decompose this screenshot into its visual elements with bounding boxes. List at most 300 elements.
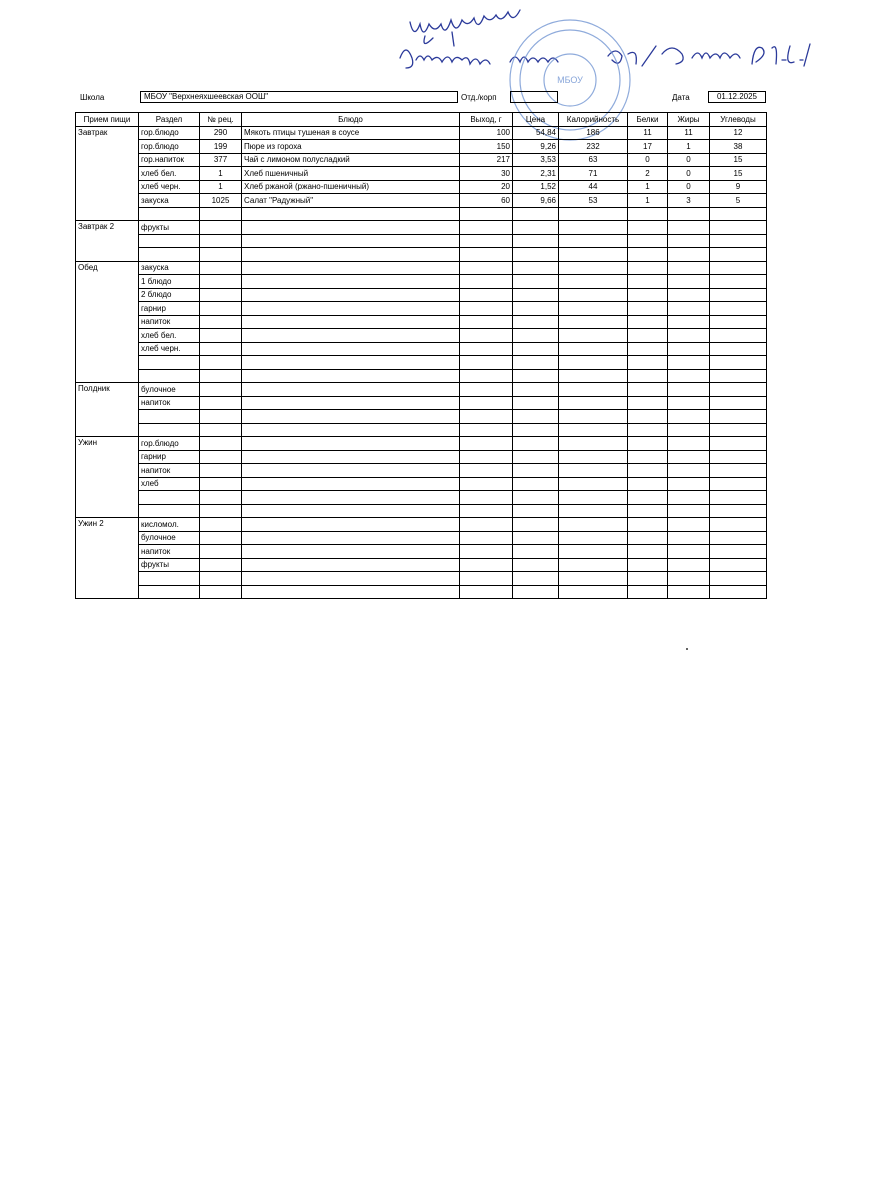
price-cell	[513, 329, 559, 343]
col-section: Раздел	[139, 113, 200, 127]
meal-cell: Полдник	[76, 383, 139, 437]
section-cell: хлеб бел.	[139, 167, 200, 181]
fat-cell: 11	[668, 126, 710, 140]
fat-cell: 1	[668, 140, 710, 154]
calories-cell	[559, 572, 628, 586]
carbs-cell	[710, 410, 767, 424]
fat-cell: 0	[668, 153, 710, 167]
section-cell: 1 блюдо	[139, 275, 200, 289]
table-row	[76, 558, 767, 572]
price-cell	[513, 531, 559, 545]
price-cell	[513, 275, 559, 289]
recipe-cell	[200, 491, 242, 505]
calories-cell	[559, 315, 628, 329]
dish-cell	[242, 315, 460, 329]
col-price: Цена	[513, 113, 559, 127]
fat-cell	[668, 207, 710, 221]
fat-cell	[668, 491, 710, 505]
dish-cell: Мякоть птицы тушеная в соусе	[242, 126, 460, 140]
protein-cell	[628, 207, 668, 221]
price-cell: 2,31	[513, 167, 559, 181]
section-cell: хлеб	[139, 477, 200, 491]
price-cell: 9,26	[513, 140, 559, 154]
calories-cell	[559, 302, 628, 316]
protein-cell	[628, 369, 668, 383]
section-cell: хлеб черн.	[139, 342, 200, 356]
price-cell	[513, 221, 559, 235]
carbs-cell	[710, 558, 767, 572]
recipe-cell	[200, 288, 242, 302]
protein-cell	[628, 383, 668, 397]
recipe-cell	[200, 437, 242, 451]
fat-cell	[668, 437, 710, 451]
recipe-cell	[200, 450, 242, 464]
section-cell	[139, 410, 200, 424]
price-cell	[513, 572, 559, 586]
meal-cell: Завтрак 2	[76, 221, 139, 262]
calories-cell	[559, 356, 628, 370]
protein-cell: 17	[628, 140, 668, 154]
col-carbs: Углеводы	[710, 113, 767, 127]
fat-cell	[668, 572, 710, 586]
table-row	[76, 248, 767, 262]
calories-cell	[559, 585, 628, 599]
carbs-cell: 15	[710, 153, 767, 167]
yield-cell	[460, 207, 513, 221]
price-cell	[513, 518, 559, 532]
protein-cell	[628, 288, 668, 302]
calories-cell: 186	[559, 126, 628, 140]
recipe-cell	[200, 531, 242, 545]
section-cell: кисломол.	[139, 518, 200, 532]
protein-cell	[628, 585, 668, 599]
carbs-cell	[710, 261, 767, 275]
yield-cell	[460, 410, 513, 424]
carbs-cell: 38	[710, 140, 767, 154]
yield-cell	[460, 531, 513, 545]
table-row	[76, 180, 767, 194]
dish-cell: Хлеб ржаной (ржано-пшеничный)	[242, 180, 460, 194]
fat-cell	[668, 234, 710, 248]
carbs-cell	[710, 275, 767, 289]
fat-cell	[668, 410, 710, 424]
school-name-field: МБОУ "Верхнеяхшеевская ООШ"	[140, 91, 458, 103]
recipe-cell	[200, 464, 242, 478]
table-row	[76, 369, 767, 383]
carbs-cell	[710, 248, 767, 262]
recipe-cell	[200, 545, 242, 559]
section-cell: булочное	[139, 383, 200, 397]
calories-cell: 232	[559, 140, 628, 154]
section-cell: гор.блюдо	[139, 140, 200, 154]
dish-cell	[242, 221, 460, 235]
price-cell	[513, 437, 559, 451]
dish-cell	[242, 234, 460, 248]
carbs-cell: 9	[710, 180, 767, 194]
recipe-cell: 199	[200, 140, 242, 154]
section-cell: напиток	[139, 315, 200, 329]
table-row	[76, 329, 767, 343]
protein-cell	[628, 275, 668, 289]
dish-cell	[242, 248, 460, 262]
dish-cell	[242, 585, 460, 599]
fat-cell	[668, 504, 710, 518]
calories-cell	[559, 450, 628, 464]
recipe-cell	[200, 329, 242, 343]
table-row	[76, 342, 767, 356]
dish-cell: Салат "Радужный"	[242, 194, 460, 208]
section-cell: закуска	[139, 194, 200, 208]
table-row	[76, 504, 767, 518]
recipe-cell	[200, 572, 242, 586]
recipe-cell	[200, 383, 242, 397]
section-cell: 2 блюдо	[139, 288, 200, 302]
carbs-cell	[710, 464, 767, 478]
fat-cell	[668, 464, 710, 478]
recipe-cell: 290	[200, 126, 242, 140]
table-row	[76, 477, 767, 491]
price-cell	[513, 315, 559, 329]
dish-cell	[242, 261, 460, 275]
price-cell	[513, 383, 559, 397]
protein-cell	[628, 477, 668, 491]
dish-cell: Пюре из гороха	[242, 140, 460, 154]
calories-cell	[559, 491, 628, 505]
table-row	[76, 275, 767, 289]
recipe-cell: 1025	[200, 194, 242, 208]
protein-cell	[628, 558, 668, 572]
scan-speck	[686, 648, 688, 650]
protein-cell	[628, 396, 668, 410]
price-cell	[513, 234, 559, 248]
yield-cell: 150	[460, 140, 513, 154]
fat-cell	[668, 275, 710, 289]
col-protein: Белки	[628, 113, 668, 127]
carbs-cell	[710, 477, 767, 491]
dish-cell: Чай с лимоном полусладкий	[242, 153, 460, 167]
calories-cell	[559, 464, 628, 478]
carbs-cell	[710, 396, 767, 410]
yield-cell	[460, 288, 513, 302]
protein-cell	[628, 464, 668, 478]
section-cell	[139, 504, 200, 518]
carbs-cell	[710, 450, 767, 464]
protein-cell: 0	[628, 153, 668, 167]
price-cell	[513, 342, 559, 356]
section-cell	[139, 369, 200, 383]
recipe-cell	[200, 369, 242, 383]
carbs-cell	[710, 518, 767, 532]
price-cell: 1,52	[513, 180, 559, 194]
carbs-cell: 15	[710, 167, 767, 181]
table-row	[76, 383, 767, 397]
table-row	[76, 126, 767, 140]
yield-cell	[460, 302, 513, 316]
dish-cell	[242, 410, 460, 424]
calories-cell	[559, 410, 628, 424]
meal-cell: Обед	[76, 261, 139, 383]
table-row	[76, 221, 767, 235]
calories-cell	[559, 234, 628, 248]
protein-cell	[628, 518, 668, 532]
protein-cell	[628, 437, 668, 451]
table-row	[76, 302, 767, 316]
dish-cell	[242, 356, 460, 370]
carbs-cell	[710, 288, 767, 302]
calories-cell: 71	[559, 167, 628, 181]
section-cell	[139, 234, 200, 248]
calories-cell	[559, 504, 628, 518]
section-cell: хлеб черн.	[139, 180, 200, 194]
calories-cell	[559, 558, 628, 572]
dish-cell	[242, 423, 460, 437]
protein-cell	[628, 545, 668, 559]
dish-cell	[242, 504, 460, 518]
dish-cell	[242, 531, 460, 545]
yield-cell	[460, 369, 513, 383]
fat-cell	[668, 261, 710, 275]
yield-cell	[460, 275, 513, 289]
fat-cell	[668, 450, 710, 464]
calories-cell	[559, 545, 628, 559]
price-cell: 9,66	[513, 194, 559, 208]
yield-cell	[460, 248, 513, 262]
table-row	[76, 167, 767, 181]
protein-cell: 11	[628, 126, 668, 140]
dish-cell	[242, 329, 460, 343]
carbs-cell	[710, 221, 767, 235]
recipe-cell: 377	[200, 153, 242, 167]
recipe-cell	[200, 410, 242, 424]
section-cell	[139, 356, 200, 370]
meal-cell: Ужин	[76, 437, 139, 518]
yield-cell: 100	[460, 126, 513, 140]
dish-cell	[242, 396, 460, 410]
protein-cell	[628, 504, 668, 518]
calories-cell	[559, 477, 628, 491]
price-cell	[513, 207, 559, 221]
section-cell	[139, 585, 200, 599]
dish-cell	[242, 450, 460, 464]
table-row	[76, 545, 767, 559]
fat-cell	[668, 531, 710, 545]
fat-cell	[668, 545, 710, 559]
fat-cell	[668, 248, 710, 262]
carbs-cell	[710, 504, 767, 518]
fat-cell	[668, 302, 710, 316]
recipe-cell	[200, 477, 242, 491]
carbs-cell	[710, 491, 767, 505]
calories-cell	[559, 531, 628, 545]
dish-cell	[242, 342, 460, 356]
protein-cell: 1	[628, 180, 668, 194]
dish-cell	[242, 545, 460, 559]
recipe-cell	[200, 261, 242, 275]
table-row	[76, 153, 767, 167]
section-cell: фрукты	[139, 558, 200, 572]
section-cell: гор.напиток	[139, 153, 200, 167]
carbs-cell	[710, 572, 767, 586]
carbs-cell	[710, 329, 767, 343]
table-row	[76, 356, 767, 370]
dish-cell	[242, 437, 460, 451]
table-row	[76, 396, 767, 410]
yield-cell	[460, 396, 513, 410]
price-cell	[513, 356, 559, 370]
table-row	[76, 437, 767, 451]
protein-cell	[628, 450, 668, 464]
recipe-cell	[200, 356, 242, 370]
yield-cell	[460, 329, 513, 343]
price-cell	[513, 585, 559, 599]
yield-cell	[460, 234, 513, 248]
recipe-cell	[200, 504, 242, 518]
calories-cell	[559, 221, 628, 235]
fat-cell: 0	[668, 180, 710, 194]
protein-cell	[628, 234, 668, 248]
carbs-cell	[710, 545, 767, 559]
dish-cell	[242, 207, 460, 221]
calories-cell	[559, 423, 628, 437]
fat-cell	[668, 315, 710, 329]
dish-cell	[242, 383, 460, 397]
yield-cell	[460, 572, 513, 586]
calories-cell	[559, 275, 628, 289]
calories-cell	[559, 383, 628, 397]
fat-cell	[668, 585, 710, 599]
price-cell	[513, 491, 559, 505]
section-cell: фрукты	[139, 221, 200, 235]
table-row	[76, 234, 767, 248]
dish-cell	[242, 369, 460, 383]
carbs-cell	[710, 356, 767, 370]
recipe-cell: 1	[200, 180, 242, 194]
fat-cell	[668, 221, 710, 235]
table-row	[76, 140, 767, 154]
fat-cell	[668, 477, 710, 491]
section-cell	[139, 248, 200, 262]
dish-cell: Хлеб пшеничный	[242, 167, 460, 181]
col-fat: Жиры	[668, 113, 710, 127]
recipe-cell	[200, 221, 242, 235]
recipe-cell	[200, 315, 242, 329]
section-cell: напиток	[139, 545, 200, 559]
menu-table	[75, 112, 767, 599]
dish-cell	[242, 477, 460, 491]
fat-cell	[668, 383, 710, 397]
yield-cell	[460, 423, 513, 437]
dish-cell	[242, 572, 460, 586]
yield-cell	[460, 383, 513, 397]
col-yield: Выход, г	[460, 113, 513, 127]
protein-cell	[628, 531, 668, 545]
protein-cell	[628, 342, 668, 356]
calories-cell	[559, 396, 628, 410]
carbs-cell	[710, 423, 767, 437]
fat-cell	[668, 396, 710, 410]
table-row	[76, 572, 767, 586]
carbs-cell	[710, 437, 767, 451]
meal-cell: Ужин 2	[76, 518, 139, 599]
price-cell	[513, 410, 559, 424]
stamp-text: МБОУ	[557, 75, 583, 85]
header-row	[76, 113, 767, 127]
dish-cell	[242, 518, 460, 532]
protein-cell	[628, 491, 668, 505]
recipe-cell	[200, 234, 242, 248]
table-row	[76, 491, 767, 505]
price-cell	[513, 261, 559, 275]
price-cell	[513, 477, 559, 491]
dish-cell	[242, 491, 460, 505]
section-cell	[139, 491, 200, 505]
yield-cell	[460, 356, 513, 370]
table-row	[76, 410, 767, 424]
section-cell: хлеб бел.	[139, 329, 200, 343]
yield-cell: 217	[460, 153, 513, 167]
price-cell	[513, 288, 559, 302]
carbs-cell	[710, 342, 767, 356]
meal-cell: Завтрак	[76, 126, 139, 221]
carbs-cell: 5	[710, 194, 767, 208]
recipe-cell	[200, 423, 242, 437]
carbs-cell: 12	[710, 126, 767, 140]
table-row	[76, 315, 767, 329]
recipe-cell	[200, 302, 242, 316]
fat-cell	[668, 558, 710, 572]
fat-cell	[668, 423, 710, 437]
recipe-cell	[200, 342, 242, 356]
protein-cell	[628, 248, 668, 262]
carbs-cell	[710, 207, 767, 221]
protein-cell: 2	[628, 167, 668, 181]
yield-cell	[460, 315, 513, 329]
section-cell: гарнир	[139, 302, 200, 316]
table-row	[76, 464, 767, 478]
fat-cell	[668, 342, 710, 356]
fat-cell: 0	[668, 167, 710, 181]
price-cell	[513, 248, 559, 262]
calories-cell	[559, 518, 628, 532]
yield-cell	[460, 342, 513, 356]
yield-cell: 30	[460, 167, 513, 181]
fat-cell: 3	[668, 194, 710, 208]
section-cell: напиток	[139, 464, 200, 478]
section-cell: гарнир	[139, 450, 200, 464]
price-cell	[513, 450, 559, 464]
col-dish: Блюдо	[242, 113, 460, 127]
recipe-cell	[200, 558, 242, 572]
carbs-cell	[710, 383, 767, 397]
recipe-cell	[200, 396, 242, 410]
recipe-cell: 1	[200, 167, 242, 181]
table-row	[76, 194, 767, 208]
yield-cell	[460, 437, 513, 451]
calories-cell	[559, 342, 628, 356]
dish-cell	[242, 288, 460, 302]
calories-cell	[559, 207, 628, 221]
table-row	[76, 423, 767, 437]
section-cell	[139, 207, 200, 221]
yield-cell	[460, 545, 513, 559]
price-cell	[513, 302, 559, 316]
yield-cell	[460, 450, 513, 464]
table-row	[76, 531, 767, 545]
protein-cell	[628, 423, 668, 437]
price-cell	[513, 464, 559, 478]
protein-cell	[628, 572, 668, 586]
section-cell	[139, 423, 200, 437]
